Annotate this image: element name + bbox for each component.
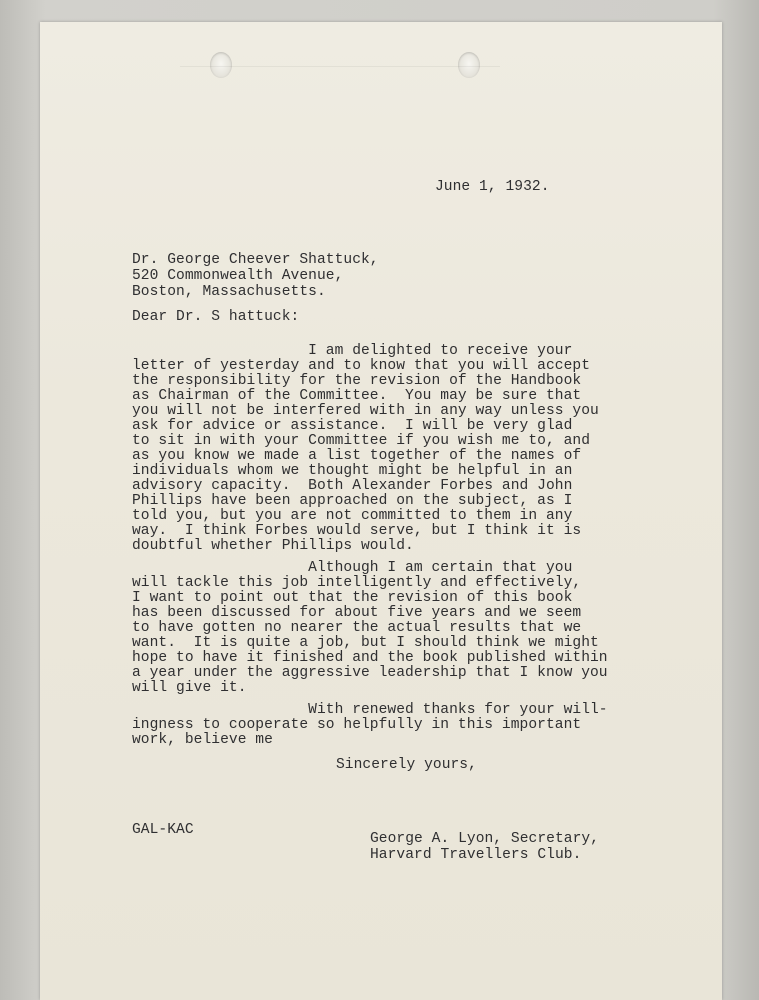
recipient-name: Dr. George Cheever Shattuck, — [132, 252, 379, 268]
paragraph-1-line: as Chairman of the Committee. You may be sure that — [132, 388, 582, 404]
complimentary-closing: Sincerely yours, — [336, 757, 477, 773]
paragraph-2-line: to have gotten no nearer the actual results that we — [132, 620, 582, 636]
paragraph-1-line: doubtful whether Phillips would. — [132, 538, 414, 554]
salutation: Dear Dr. S hattuck: — [132, 309, 300, 325]
paragraph-1-line: ask for advice or assistance. I will be very glad — [132, 418, 573, 434]
paragraph-3-line: With renewed thanks for your will- — [132, 702, 608, 718]
signature-name: George A. Lyon, Secretary, — [370, 831, 599, 847]
reference-initials: GAL-KAC — [132, 822, 194, 838]
paragraph-2-line: want. It is quite a job, but I should think we might — [132, 635, 599, 651]
signature-organization: Harvard Travellers Club. — [370, 847, 582, 863]
letter-sheet — [40, 22, 722, 1000]
punch-hole-left — [210, 52, 232, 78]
paragraph-2-line: will give it. — [132, 680, 247, 696]
paragraph-1-line: way. I think Forbes would serve, but I think it is — [132, 523, 582, 539]
recipient-street: 520 Commonwealth Avenue, — [132, 268, 344, 284]
paragraph-1-line: letter of yesterday and to know that you will accept — [132, 358, 590, 374]
paragraph-1-line: you will not be interfered with in any way unless you — [132, 403, 599, 419]
paper-crease — [180, 66, 500, 67]
paragraph-2-line: Although I am certain that you — [132, 560, 573, 576]
paragraph-1-line: as you know we made a list together of the names of — [132, 448, 582, 464]
letter-date: June 1, 1932. — [435, 179, 550, 195]
paragraph-3-line: work, believe me — [132, 732, 273, 748]
paragraph-1-line: the responsibility for the revision of the Handbook — [132, 373, 582, 389]
paragraph-3-line: ingness to cooperate so helpfully in this important — [132, 717, 582, 733]
punch-hole-right — [458, 52, 480, 78]
paragraph-1-line: advisory capacity. Both Alexander Forbes and John — [132, 478, 573, 494]
paragraph-2-line: will tackle this job intelligently and effectively, — [132, 575, 582, 591]
paragraph-2-line: a year under the aggressive leadership that I know you — [132, 665, 608, 681]
paragraph-1-line: to sit in with your Committee if you wish me to, and — [132, 433, 590, 449]
recipient-city: Boston, Massachusetts. — [132, 284, 326, 300]
paragraph-1-line: individuals whom we thought might be helpful in an — [132, 463, 573, 479]
paragraph-1-line: Phillips have been approached on the subject, as I — [132, 493, 573, 509]
paragraph-2-line: has been discussed for about five years and we seem — [132, 605, 582, 621]
paragraph-2-line: hope to have it finished and the book published within — [132, 650, 608, 666]
paragraph-2-line: I want to point out that the revision of this book — [132, 590, 573, 606]
paragraph-1-line: I am delighted to receive your — [132, 343, 573, 359]
paragraph-1-line: told you, but you are not committed to them in any — [132, 508, 573, 524]
